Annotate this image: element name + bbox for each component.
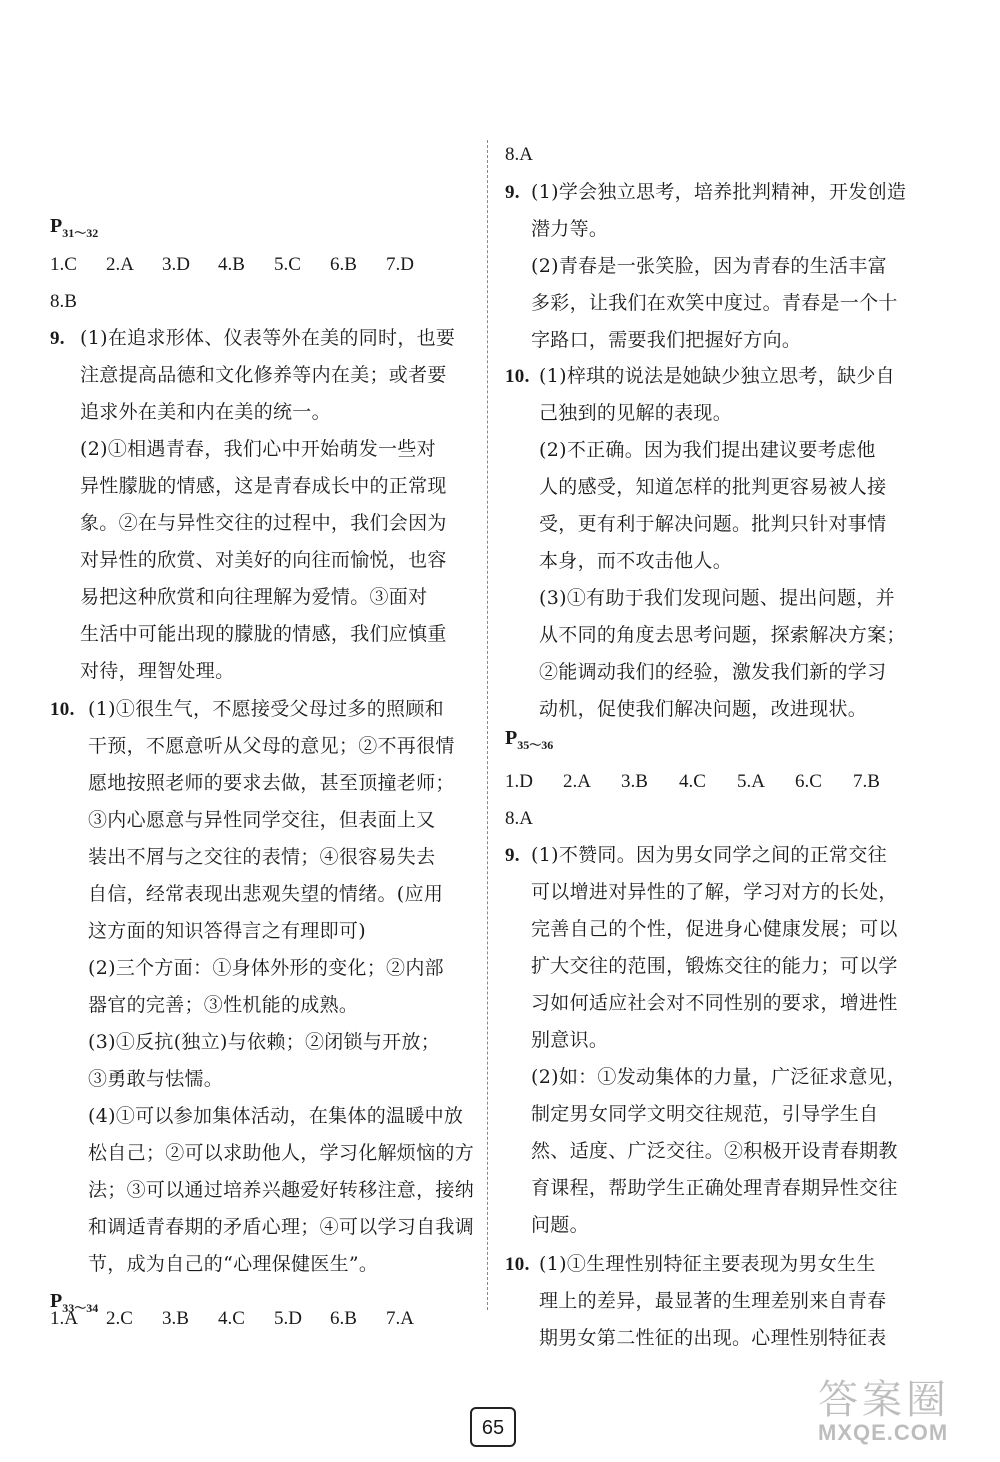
- choice-answer: 5.C: [274, 254, 301, 275]
- choice-answer: 3.B: [162, 1308, 189, 1329]
- answer-line: [505, 991, 898, 1015]
- answer-line: [505, 549, 732, 573]
- answer-text: 可以增进对异性的了解，学习对方的长处，: [531, 881, 898, 903]
- section-letter: P: [505, 727, 518, 749]
- answer-line: [505, 217, 608, 241]
- single-answer: 8.A: [505, 144, 533, 165]
- answer-text: 易把这种欣赏和向往理解为爱情。③面对: [80, 586, 428, 608]
- answer-text: (3)①反抗(独立)与依赖；②闭锁与开放；: [88, 1031, 441, 1053]
- choice-answer: 7.A: [386, 1308, 414, 1329]
- answer-line: [505, 954, 898, 978]
- answer-line: [505, 697, 867, 721]
- answer-text: 习如何适应社会对不同性别的要求，增进性: [531, 992, 898, 1014]
- answer-text: (2)三个方面：①身体外形的变化；②内部: [88, 957, 444, 979]
- answer-text: 本身，而不攻击他人。: [539, 550, 733, 572]
- answer-line: [505, 843, 887, 868]
- answer-line: [505, 1102, 878, 1126]
- choice-answer: 3.B: [621, 771, 648, 792]
- answer-text: (1)①生理性别特征主要表现为男女生生: [539, 1253, 876, 1275]
- answer-line: [50, 1252, 378, 1276]
- answer-line: [505, 438, 876, 462]
- choice-answer: 1.C: [50, 254, 77, 275]
- choice-answer: 6.B: [330, 1308, 357, 1329]
- choice-answer: 6.C: [795, 771, 822, 792]
- answer-line: [505, 254, 887, 278]
- answer-text: 期男女第二性征的出现。心理性别特征表: [539, 1327, 887, 1349]
- answer-text: 动机，促使我们解决问题，改进现状。: [539, 698, 868, 720]
- choice-answer: 6.B: [330, 254, 357, 275]
- answer-line: [50, 1104, 463, 1128]
- answer-text: 自信，经常表现出悲观失望的情绪。(应用: [88, 883, 444, 905]
- answer-line: [50, 697, 444, 722]
- watermark-text: 答案圈: [818, 1377, 950, 1423]
- answer-text: 注意提高品德和文化修养等内在美；或者要: [80, 364, 447, 386]
- answer-text: 扩大交往的范围，锻炼交往的能力；可以学: [531, 955, 898, 977]
- section-letter: P: [50, 1290, 63, 1312]
- answer-line: [505, 1289, 886, 1313]
- answer-line: [50, 808, 435, 832]
- question-number: 9.: [50, 328, 65, 349]
- answer-line: [505, 328, 801, 352]
- section-range: 31～32: [62, 226, 99, 240]
- answer-text: (2)①相遇青春，我们心中开始萌发一些对: [80, 438, 436, 460]
- answer-text: 器官的完善；③性机能的成熟。: [88, 994, 359, 1016]
- answer-line: [50, 845, 435, 869]
- answer-line: [50, 622, 447, 646]
- answer-line: [50, 993, 358, 1017]
- answer-text: ③内心愿意与异性同学交往，但表面上又: [88, 809, 436, 831]
- choice-answer: 7.D: [386, 254, 414, 275]
- answer-text: 育课程，帮助学生正确处理青春期异性交往: [531, 1177, 898, 1199]
- choice-answer: 3.D: [162, 254, 190, 275]
- answer-text: 生活中可能出现的朦胧的情感，我们应慎重: [80, 623, 447, 645]
- choice-answer: 2.A: [563, 771, 591, 792]
- answer-text: (4)①可以参加集体活动，在集体的温暖中放: [88, 1105, 464, 1127]
- choice-answer: 5.D: [274, 1308, 302, 1329]
- answer-line: [505, 512, 886, 536]
- answer-text: (1)梓琪的说法是她缺少独立思考，缺少自: [539, 365, 895, 387]
- answer-line: [505, 660, 886, 684]
- answer-text: 对待，理智处理。: [80, 660, 235, 682]
- section-heading: [505, 727, 553, 753]
- answer-line: [50, 180, 80, 204]
- answer-text: 干预，不愿意听从父母的意见；②不再很情: [88, 735, 455, 757]
- answer-line: [505, 880, 898, 904]
- answer-line: [50, 882, 443, 906]
- answer-text: 愿地按照老师的要求去做，甚至顶撞老师；: [88, 772, 455, 794]
- answer-text: 完善自己的个性，促进身心健康发展；可以: [531, 918, 898, 940]
- answer-text: 对异性的欣赏、对美好的向往而愉悦，也容: [80, 549, 447, 571]
- choice-answer: 2.A: [106, 254, 134, 275]
- answer-text: (2)不正确。因为我们提出建议要考虑他: [539, 439, 876, 461]
- answer-line: [50, 659, 234, 683]
- answer-line: [505, 1176, 898, 1200]
- choice-answer: 1.D: [505, 771, 533, 792]
- answer-text: 潜力等。: [531, 218, 609, 240]
- answer-line: [505, 1213, 589, 1237]
- answer-line: [50, 585, 427, 609]
- answer-line: [505, 1065, 906, 1089]
- answer-line: [50, 363, 447, 387]
- answer-text: (3)①有助于我们发现问题、提出问题，并: [539, 587, 895, 609]
- section-letter: P: [50, 215, 63, 237]
- answer-text: 装出不屑与之交往的表情；④很容易失去: [88, 846, 436, 868]
- answer-line: [50, 400, 331, 424]
- multiple-choice-row: [50, 253, 442, 277]
- answer-line: [505, 1252, 876, 1277]
- section-heading: [50, 215, 98, 241]
- answer-line: [50, 1215, 474, 1239]
- answer-line: [505, 586, 895, 610]
- answer-text: 多彩，让我们在欢笑中度过。青春是一个十: [531, 292, 898, 314]
- answer-text: 追求外在美和内在美的统一。: [80, 401, 331, 423]
- choice-answer: 4.B: [218, 254, 245, 275]
- answer-line: [505, 1028, 608, 1052]
- answer-text: 己独到的见解的表现。: [539, 402, 733, 424]
- question-number: 10.: [505, 366, 530, 387]
- answer-text: 异性朦胧的情感，这是青春成长中的正常现: [80, 475, 447, 497]
- multiple-choice-row: [505, 770, 911, 794]
- answer-text: (2)如：①发动集体的力量，广泛征求意见，: [531, 1066, 907, 1088]
- answer-line: [50, 1178, 474, 1202]
- answer-line: [50, 511, 447, 535]
- question-number: 9.: [505, 845, 520, 866]
- answer-text: 理上的差异，最显著的生理差别来自青春: [539, 1290, 887, 1312]
- choice-answer: 7.B: [853, 771, 880, 792]
- answer-line: [505, 475, 886, 499]
- answer-line: [50, 734, 455, 758]
- question-number: 9.: [505, 182, 520, 203]
- answer-line: [50, 474, 447, 498]
- column-divider: [487, 140, 488, 1310]
- answer-text: 然、适度、广泛交往。②积极开设青春期教: [531, 1140, 898, 1162]
- section-range: 33～34: [62, 1301, 99, 1315]
- answer-text: 问题。: [531, 1214, 589, 1236]
- answer-line: [505, 1326, 886, 1350]
- answer-text: 字路口，需要我们把握好方向。: [531, 329, 802, 351]
- answer-text: 从不同的角度去思考问题，探索解决方案；: [539, 624, 906, 646]
- choice-answer: 5.A: [737, 771, 765, 792]
- answer-line: [505, 401, 732, 425]
- choice-answer: 2.C: [106, 1308, 133, 1329]
- answer-line: [50, 326, 455, 351]
- answer-line: [50, 956, 444, 980]
- answer-line: [50, 1030, 440, 1054]
- answer-text: 和调适青春期的矛盾心理；④可以学习自我调: [88, 1216, 475, 1238]
- answer-line: [50, 548, 447, 572]
- answer-text: ③勇敢与怯懦。: [88, 1068, 224, 1090]
- answer-text: 节，成为自己的“心理保健医生”。: [88, 1253, 379, 1275]
- choice-answer: 1.A: [50, 1308, 78, 1329]
- answer-line: [50, 437, 436, 461]
- answer-line: [505, 291, 898, 315]
- answer-text: 法；③可以通过培养兴趣爱好转移注意，接纳: [88, 1179, 475, 1201]
- answer-line: [505, 1139, 898, 1163]
- answer-text: 受，更有利于解决问题。批判只针对事情: [539, 513, 887, 535]
- answer-line: [50, 1141, 474, 1165]
- answer-line: [50, 919, 366, 943]
- answer-line: [50, 1067, 223, 1091]
- watermark-logo: [808, 1368, 988, 1448]
- answer-text: 这方面的知识答得言之有理即可): [88, 920, 366, 942]
- choice-answer: 4.C: [218, 1308, 245, 1329]
- answer-text: 人的感受，知道怎样的批判更容易被人接: [539, 476, 887, 498]
- answer-text: 象。②在与异性交往的过程中，我们会因为: [80, 512, 447, 534]
- answer-text: 别意识。: [531, 1029, 609, 1051]
- single-answer: 8.A: [505, 808, 533, 829]
- answer-text: (2)青春是一张笑脸，因为青春的生活丰富: [531, 255, 887, 277]
- single-answer: 8.B: [50, 291, 77, 312]
- answer-text: (1)学会独立思考，培养批判精神，开发创造: [531, 181, 907, 203]
- answer-text: 松自己；②可以求助他人，学习化解烦恼的方: [88, 1142, 475, 1164]
- answer-line: [505, 623, 906, 647]
- question-number: 10.: [50, 699, 75, 720]
- answer-line: [50, 143, 80, 167]
- answer-text: (1)不赞同。因为男女同学之间的正常交往: [531, 844, 887, 866]
- answer-line: [505, 180, 906, 205]
- answer-text: (1)在追求形体、仪表等外在美的同时，也要: [80, 327, 456, 349]
- multiple-choice-row: [50, 1307, 442, 1331]
- answer-line: [505, 917, 898, 941]
- choice-answer: 4.C: [679, 771, 706, 792]
- watermark-url: MXQE.COM: [818, 1420, 949, 1445]
- question-number: 10.: [505, 1254, 530, 1275]
- answer-line: [505, 364, 895, 389]
- page-number: 65: [470, 1407, 516, 1447]
- answer-text: (1)①很生气，不愿接受父母过多的照顾和: [88, 698, 444, 720]
- section-range: 35～36: [517, 738, 554, 752]
- answer-text: ②能调动我们的经验，激发我们新的学习: [539, 661, 887, 683]
- answer-text: 制定男女同学文明交往规范，引导学生自: [531, 1103, 879, 1125]
- answer-line: [50, 771, 455, 795]
